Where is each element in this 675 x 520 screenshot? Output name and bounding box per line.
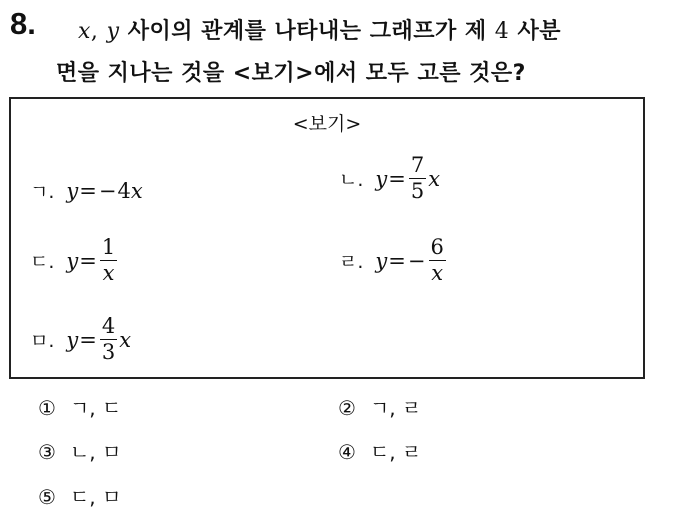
bogi-item-5 [30,315,131,364]
numerator: 1 [101,235,116,259]
minus-sign: − [98,178,117,203]
lhs-y: y [66,248,79,273]
question-text-1-end: 사분 [517,19,561,44]
equation [66,315,131,364]
choice-number: ⑤ [38,485,56,509]
denominator: 3 [101,340,116,365]
numerator: 6 [430,235,444,259]
item-label: ㅁ. [30,330,55,353]
bogi-item-4 [339,236,448,285]
choice-text: ㄱ, ㄷ [69,396,122,420]
choice-number: ④ [338,440,356,464]
fraction [100,315,117,364]
item-label: ㄹ. [339,251,364,274]
denominator: x [102,261,115,286]
equals-sign: = [388,248,406,273]
equation [375,154,440,203]
lhs-y: y [375,248,388,273]
bogi-box [9,97,645,379]
choice-4[interactable] [338,436,421,465]
comma: , [90,19,99,44]
minus-sign: − [407,248,426,273]
denominator: x [431,261,444,286]
equals-sign: = [79,248,97,273]
lhs-y: y [375,166,388,191]
equals-sign: = [79,327,97,352]
choice-2[interactable] [338,392,421,421]
equation [66,236,119,285]
question-line-1 [78,14,561,45]
equals-sign: = [388,166,406,191]
choice-text: ㄷ, ㄹ [369,440,422,464]
item-label: ㄱ. [30,181,55,203]
bogi-title: <보기> [292,113,362,135]
bogi-item-1 [30,177,143,204]
choice-text: ㄱ, ㄹ [369,396,422,420]
fraction [100,236,117,285]
variable-y: y [106,19,120,44]
equals-sign: = [79,178,97,203]
numerator: 7 [410,153,425,177]
bogi-item-3 [30,236,119,285]
question-text-1: 사이의 관계를 나타내는 그래프가 제 [127,19,487,44]
coefficient: 4 [117,178,131,203]
choice-3[interactable] [38,436,121,465]
lhs-y: y [66,327,79,352]
choice-text: ㄷ, ㅁ [69,485,122,509]
question-line-2: 면을 지나는 것을 <보기>에서 모두 고른 것은? [56,61,526,86]
equation [375,236,447,285]
choice-text: ㄴ, ㅁ [69,440,122,464]
quadrant-number: 4 [494,19,510,44]
rhs-x: x [130,178,143,203]
choice-1[interactable] [38,392,121,421]
denominator: 5 [410,179,425,204]
numerator: 4 [101,314,116,338]
item-label: ㄷ. [30,251,55,274]
rhs-x: x [428,166,441,191]
variable-x: x [78,19,91,44]
lhs-y: y [66,178,79,203]
choice-number: ① [38,396,56,420]
fraction [429,236,446,285]
question-number: 8. [10,6,36,41]
item-label: ㄴ. [339,169,364,192]
choice-number: ③ [38,440,56,464]
choice-number: ② [338,396,356,420]
rhs-x: x [119,327,132,352]
bogi-item-2 [339,154,440,203]
choice-5[interactable] [38,481,121,510]
equation [66,179,142,203]
fraction [409,154,426,203]
